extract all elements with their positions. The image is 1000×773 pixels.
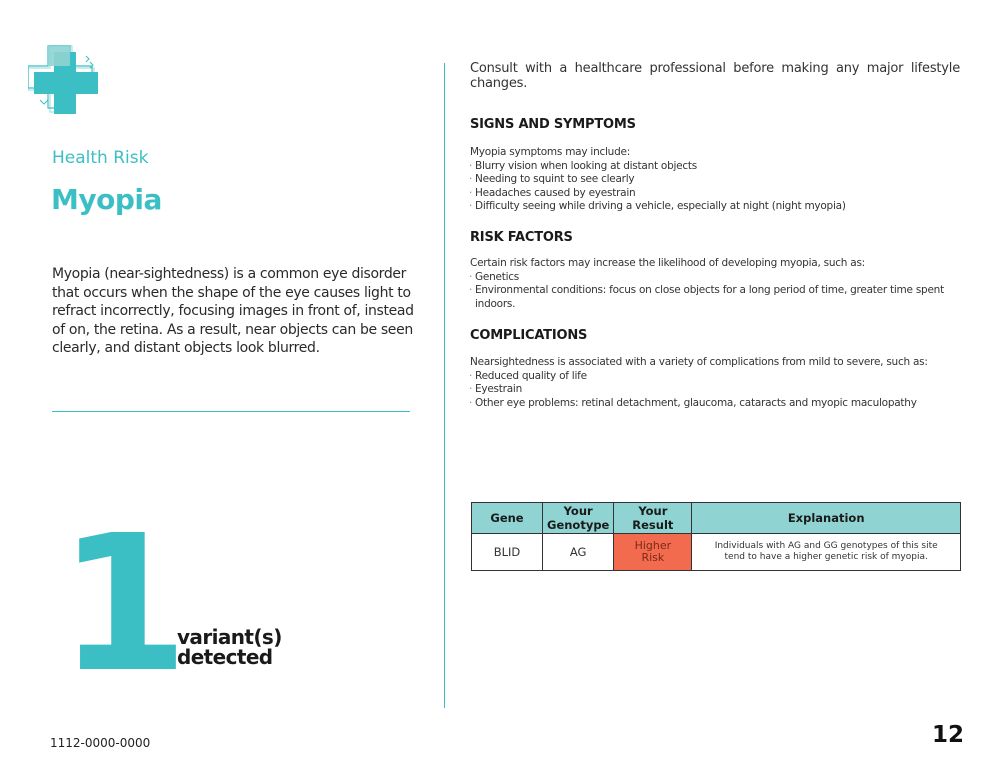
page-title: Myopia [51,183,162,216]
cell-genotype: AG [543,534,614,571]
list-item: · Genetics [470,271,960,285]
consult-note: Consult with a healthcare professional before making any major lifestyle changes. [470,61,960,91]
list-item: · Other eye problems: retinal detachment, glaucoma, cataracts and myopic maculopathy [470,397,960,411]
section-body [470,356,960,410]
section-heading: COMPLICATIONS [470,328,588,343]
intro-paragraph: Myopia (near-sightedness) is a common eye disorder that occurs when the shape of the eye causes light to refract incorrectly, focusing images in front of, instead of on, the retina. As a result, near objects can be seen clearly, and distant objects look blurred. [52,266,414,356]
section-complications [470,328,960,410]
section-lead: Certain risk factors may increase the likelihood of developing myopia, such as: [470,257,865,269]
result-line1: Higher [634,539,672,552]
list-item: · Reduced quality of life [470,370,960,384]
cell-gene: BLID [472,534,543,571]
symptom-list [470,160,960,214]
cell-result-badge [614,534,692,571]
header-explanation: Explanation [692,503,961,534]
variant-count: 1 [58,495,181,714]
report-id: 1112-0000-0000 [50,736,151,750]
header-gene: Gene [472,503,543,534]
section-signs-symptoms [470,117,960,214]
list-item: · Headaches caused by eyestrain [470,187,960,201]
medical-cross-logo [28,44,104,116]
section-body [470,146,960,214]
header-genotype-line2: Genotype [547,518,610,532]
variant-label [177,627,337,667]
section-lead: Myopia symptoms may include: [470,146,631,158]
vertical-divider [444,63,445,708]
header-genotype-line1: Your [563,504,593,518]
list-item: · Needing to squint to see clearly [470,173,960,187]
header-genotype [543,503,614,534]
list-item: · Difficulty seeing while driving a vehicle, especially at night (night myopia) [470,200,960,214]
page-subtitle: Health Risk [52,148,149,168]
section-body [470,257,960,311]
list-item: · Environmental conditions: focus on close objects for a long period of time, greater time spent indoors. [470,284,960,311]
table-row [472,534,961,571]
complication-list [470,370,960,411]
variant-label-line2: detected [177,645,273,669]
section-heading: RISK FACTORS [470,230,573,245]
result-line2: Risk [641,551,665,564]
genotype-result-table [471,502,961,571]
page-number: 12 [931,722,964,748]
table-header-row [472,503,961,534]
variant-label-line1: variant(s) [177,625,282,649]
risk-factor-list [470,271,960,312]
list-item: · Eyestrain [470,383,960,397]
section-risk-factors [470,230,960,311]
section-heading: SIGNS AND SYMPTOMS [470,117,636,132]
cell-explanation: Individuals with AG and GG genotypes of this site tend to have a higher genetic risk of myopia. [692,534,961,571]
header-result: Your Result [614,503,692,534]
list-item: · Blurry vision when looking at distant objects [470,160,960,174]
section-lead: Nearsightedness is associated with a variety of complications from mild to severe, such as: [470,356,928,368]
horizontal-divider [52,411,410,412]
